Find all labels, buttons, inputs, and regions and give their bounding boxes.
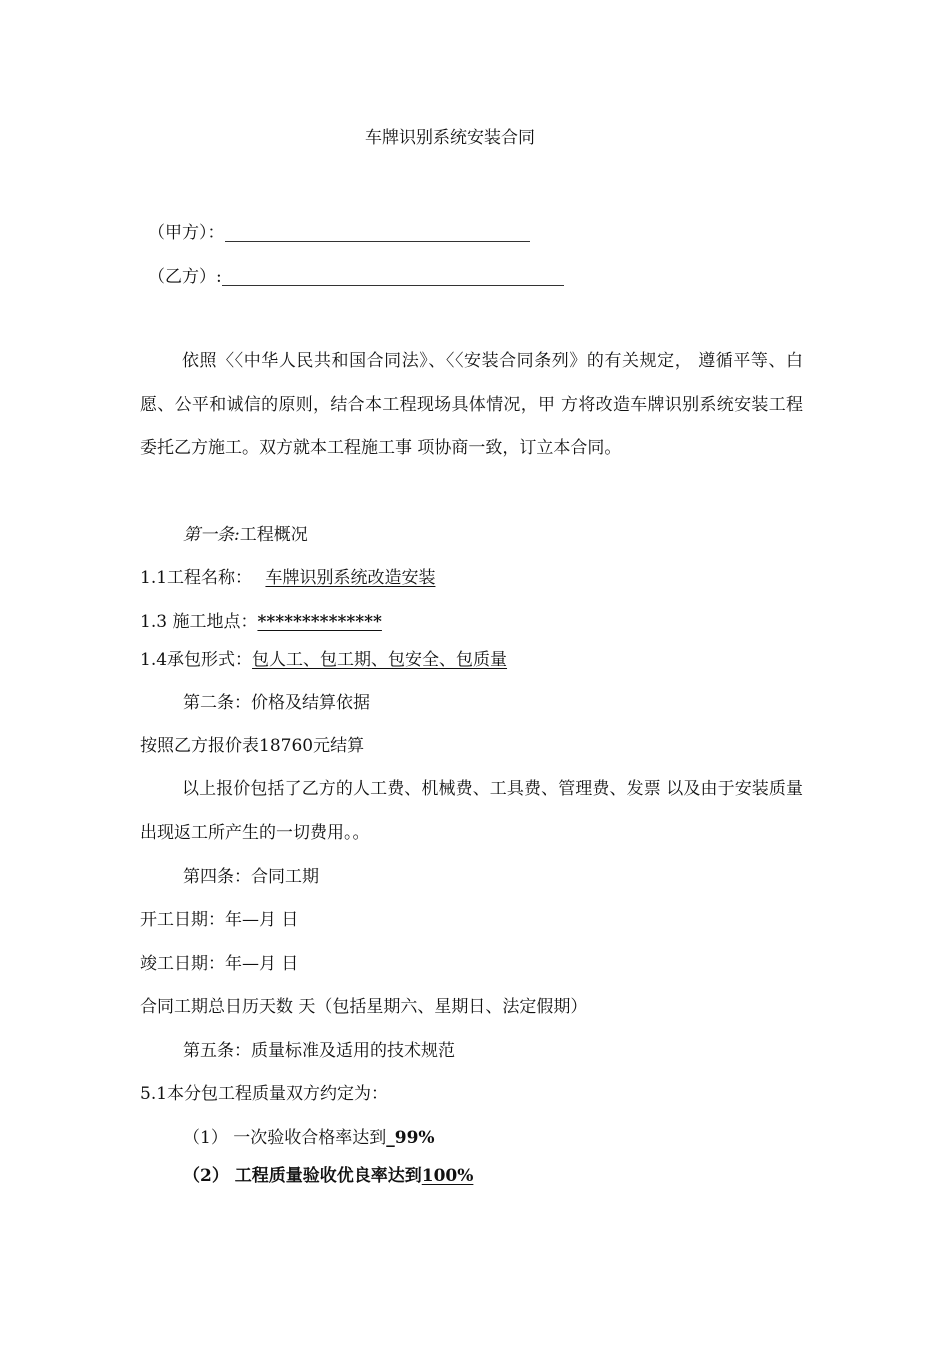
article1-heading [183,523,308,547]
site-line [140,610,382,634]
contract-form-line [140,648,507,672]
quality-item-1 [183,1126,435,1150]
party-b-label: （乙方）: [148,267,222,287]
quality-item-2-label: （2） 工程质量验收优良率达到 [183,1166,422,1186]
price-line: 按照乙方报价表18760元结算 [140,736,365,756]
quality-clause: 5.1本分包工程质量双方约定为： [140,1084,389,1104]
quality-item-1-value: _99% [386,1128,435,1148]
article1-heading-rest: 工程概况 [239,525,308,545]
contract-form-label: 1.4承包形式： [140,650,253,670]
article1-heading-prefix: 第一条: [183,525,240,545]
document-title: 车牌识别系统安装合同 [365,128,535,148]
article2-heading: 第二条：价格及结算依据 [183,693,370,713]
intro-paragraph: 依照〈〈中华人民共和国合同法》、〈〈安装合同条列》的有关规定， 遵循平等、白愿、公平和诚信的原则，结合本工程现场具体情况，甲 方将改造车牌识别系统安装工程委托乙方施工。双方就本工程施工事 项协商一致，订立本合同。 [140,351,803,458]
site-value: ************** [257,612,382,632]
quality-item-1-label: （1） 一次验收合格率达到 [183,1128,387,1148]
contract-form-value: 包人工、包工期、包安全、包质量 [252,650,508,670]
article4-heading: 第四条：合同工期 [183,867,319,887]
party-a-line [148,221,530,245]
total-days-line: 合同工期总日历天数 天（包括星期六、星期日、法定假期） [140,997,588,1017]
project-name-label: 1.1工程名称： [140,568,253,588]
quality-item-2 [183,1164,473,1188]
party-a-blank [225,223,530,242]
project-name-value: 车牌识别系统改造安装 [265,568,436,588]
price-paragraph: 以上报价包括了乙方的人工费、机械费、工具费、管理费、发票 以及由于安装质量出现返工所产生的一切费用。。 [140,779,803,843]
party-b-line [148,265,564,289]
project-name-line [140,566,435,590]
site-label: 1.3 施工地点： [140,612,258,632]
article5-heading: 第五条：质量标准及适用的技术规范 [183,1041,455,1061]
end-date-line: 竣工日期：年—月 日 [140,954,299,974]
party-b-blank [222,267,564,286]
start-date-line: 开工日期：年—月 日 [140,910,299,930]
quality-item-2-value: 100% [421,1166,474,1186]
party-a-label: （甲方）： [148,223,225,243]
